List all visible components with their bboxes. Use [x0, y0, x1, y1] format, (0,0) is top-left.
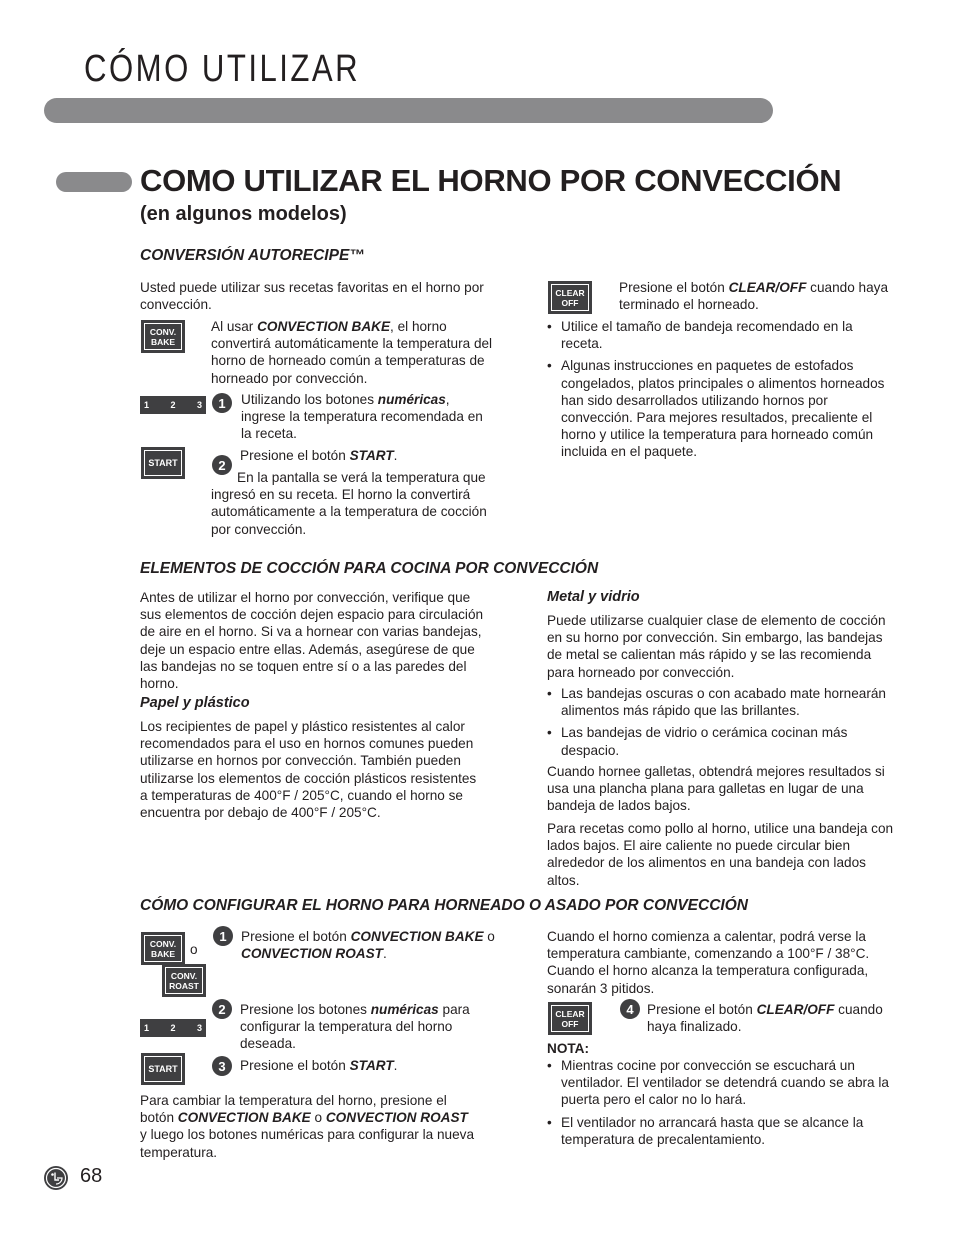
key-1: 1 — [144, 1023, 150, 1033]
number-keypad-icon — [140, 396, 206, 414]
list-item: • Algunas instrucciones en paquetes de estofados congelados, platos principales o alimentos horneados han sido desarrollados utilizando hornos por convección. Para mejores resultados, precaliente el horno y utilice la temperatura para horneado común incluida en el paquete. — [547, 357, 897, 460]
conv-roast-label: CONV. ROAST — [169, 970, 199, 991]
cookies-text: Cuando hornee galletas, obtendrá mejores resultados si usa una plancha plana para galletas en lugar de una bandeja de lados bajos. — [547, 764, 885, 814]
text-part: , el horno convertirá automáticamente la temperatura del horno de horneado común a temperaturas de horneado por convección. — [211, 319, 493, 386]
text-part: Al usar — [211, 319, 258, 334]
conv-bake-text — [211, 318, 496, 387]
key-2: 2 — [170, 1023, 176, 1033]
clear-off-label: CLEAR OFF — [555, 1008, 585, 1029]
text-strong: CONVECTION BAKE — [257, 319, 391, 334]
metal-heading: Metal y vidrio — [547, 589, 640, 605]
text-strong: START — [349, 448, 394, 463]
note-heading: NOTA: — [547, 1041, 590, 1056]
or-text: o — [190, 942, 198, 957]
text-part: Presione el botón — [241, 929, 351, 944]
list-item: • El ventilador no arrancará hasta que se alcance la temperatura de precalentamiento. — [547, 1114, 892, 1148]
page-subtitle: (en algunos modelos) — [140, 203, 347, 225]
section1-heading: CONVERSIÓN AUTORECIPE™ — [140, 247, 365, 264]
text-part: Utilizando los botones — [241, 392, 378, 407]
clear-off-text — [619, 279, 894, 313]
text-strong: numéricas — [377, 392, 446, 407]
s3-step1-text — [241, 928, 496, 962]
section1-bullets — [547, 318, 897, 466]
chapter-title: CÓMO UTILIZAR — [84, 48, 361, 90]
list-item: • Utilice el tamaño de bandeja recomendado en la receta. — [547, 318, 897, 352]
text-strong: numéricas — [370, 1002, 439, 1017]
text-part: Presione el botón — [240, 1058, 350, 1073]
step-1-badge: 1 — [212, 393, 232, 413]
clear-off-label: CLEAR OFF — [555, 287, 585, 308]
text-strong: CONVECTION ROAST — [325, 1110, 468, 1126]
lg-logo-glyph — [44, 1166, 68, 1190]
text-part: para configurar la temperatura del horno deseada. — [240, 1002, 470, 1052]
s3-step4-text — [647, 1001, 892, 1035]
step1-text — [241, 391, 496, 443]
s3-step2-text — [240, 1001, 495, 1053]
heating-text: Cuando el horno comienza a calentar, podrá verse la temperatura cambiante, comenzando a 100°F / 38°C. Cuando el horno alcanza la temperatura configurada, sonarán 3 pitidos. — [547, 929, 870, 996]
conv-bake-label: CONV. BAKE — [149, 326, 177, 347]
lg-logo-icon — [44, 1166, 68, 1190]
text-part: . — [393, 1058, 398, 1073]
start-button-icon — [141, 1053, 185, 1085]
conv-roast-button-icon — [162, 964, 206, 997]
paper-heading: Papel y plástico — [140, 695, 250, 711]
text-part: o — [310, 1110, 326, 1126]
text-part: cuando haya finalizado. — [647, 1002, 883, 1035]
clear-off-button-icon — [548, 1002, 592, 1035]
step2-text — [240, 447, 495, 464]
text-part: Presione los botones — [240, 1002, 371, 1017]
key-3: 3 — [196, 1023, 202, 1033]
section3-heading: CÓMO CONFIGURAR EL HORNO PARA HORNEADO O ASADO POR CONVECCIÓN — [140, 897, 748, 914]
key-2: 2 — [170, 400, 176, 410]
step2-detail: En la pantalla se verá la temperatura que ingresó en su receta. El horno la convertirá automáticamente a la temperatura de cocción por convección. — [211, 470, 487, 537]
s3-step3-text — [240, 1057, 495, 1074]
text-strong: CONVECTION BAKE — [177, 1110, 311, 1126]
section2-intro: Antes de utilizar el horno por convección, verifique que sus elementos de cocción dejen espacio para circulación de aire en el horno. Si va a hornear con varias bandejas, deje un espacio entre ellas. Además, asegúrese de que las bandejas no se toquen entre sí o a las paredes del horno. — [140, 590, 484, 692]
text-part: Presione el botón — [619, 280, 729, 295]
paper-text: Los recipientes de papel y plástico resistentes al calor recomendados para el uso en hornos comunes pueden utilizarse en hornos por convección. También pueden utilizarse los elementos de cocción plásticos resistentes a temperaturas de 400°F / 205°C, cuando el horno se encuentra por debajo de 400°F / 205°C. — [140, 719, 477, 821]
chicken-text: Para recetas como pollo al horno, utilice una bandeja con lados bajos. El aire caliente no puede circular bien alrededor de los alimentos en una bandeja con lados altos. — [547, 821, 894, 888]
key-3: 3 — [196, 400, 202, 410]
text-part: . — [382, 946, 387, 962]
step-2-badge: 2 — [212, 999, 232, 1019]
text-part: . — [393, 448, 398, 463]
text-strong: CLEAR/OFF — [728, 280, 807, 295]
step-4-badge: 4 — [620, 999, 640, 1019]
start-button-icon — [141, 447, 185, 479]
section-pill — [56, 172, 132, 192]
step-2-badge: 2 — [212, 455, 232, 475]
step-3-badge: 3 — [212, 1056, 232, 1076]
text-strong: START — [349, 1058, 394, 1073]
metal-bullets — [547, 685, 897, 764]
metal-text: Puede utilizarse cualquier clase de elemento de cocción en su horno por convección. Sin embargo, las bandejas de metal se calientan más rápido y se las recomienda para horneado por convección. — [547, 613, 886, 680]
text-part: y luego los botones numéricas para configurar la nueva temperatura. — [140, 1127, 475, 1160]
text-part: o — [483, 929, 495, 944]
page-number: 68 — [80, 1165, 103, 1187]
page-title: COMO UTILIZAR EL HORNO POR CONVECCIÓN — [140, 163, 842, 198]
text-part: Para cambiar la temperatura del horno, presione el botón — [140, 1093, 447, 1126]
start-label: START — [148, 458, 178, 468]
section1-intro: Usted puede utilizar sus recetas favoritas en el horno por convección. — [140, 280, 484, 313]
list-item: • Las bandejas de vidrio o cerámica cocinan más despacio. — [547, 724, 897, 758]
note-bullets — [547, 1057, 892, 1153]
text-part: Presione el botón — [240, 448, 350, 463]
change-temp-text — [140, 1092, 475, 1161]
section2-heading: ELEMENTOS DE COCCIÓN PARA COCINA POR CONVECCIÓN — [140, 560, 599, 577]
header-bar — [44, 98, 773, 123]
text-part: cuando haya terminado el horneado. — [619, 280, 889, 313]
text-part: , ingrese la temperatura recomendada en la receta. — [241, 392, 483, 442]
text-part: Presione el botón — [647, 1002, 757, 1017]
list-item: • Las bandejas oscuras o con acabado mate hornearán alimentos más rápido que las brillantes. — [547, 685, 897, 719]
text-strong: CONVECTION BAKE — [350, 929, 484, 944]
conv-bake-button-icon — [141, 932, 185, 965]
conv-bake-label: CONV. BAKE — [149, 938, 177, 959]
list-item: • Mientras cocine por convección se escuchará un ventilador. El ventilador se detendrá cuando se abra la puerta pero el calor no lo hará. — [547, 1057, 892, 1109]
text-strong: CONVECTION ROAST — [241, 946, 383, 962]
key-1: 1 — [144, 400, 150, 410]
step-1-badge: 1 — [213, 926, 233, 946]
text-strong: CLEAR/OFF — [756, 1002, 835, 1017]
clear-off-button-icon — [548, 281, 592, 314]
number-keypad-icon — [140, 1019, 206, 1037]
conv-bake-button-icon — [141, 320, 185, 353]
start-label: START — [148, 1064, 178, 1074]
